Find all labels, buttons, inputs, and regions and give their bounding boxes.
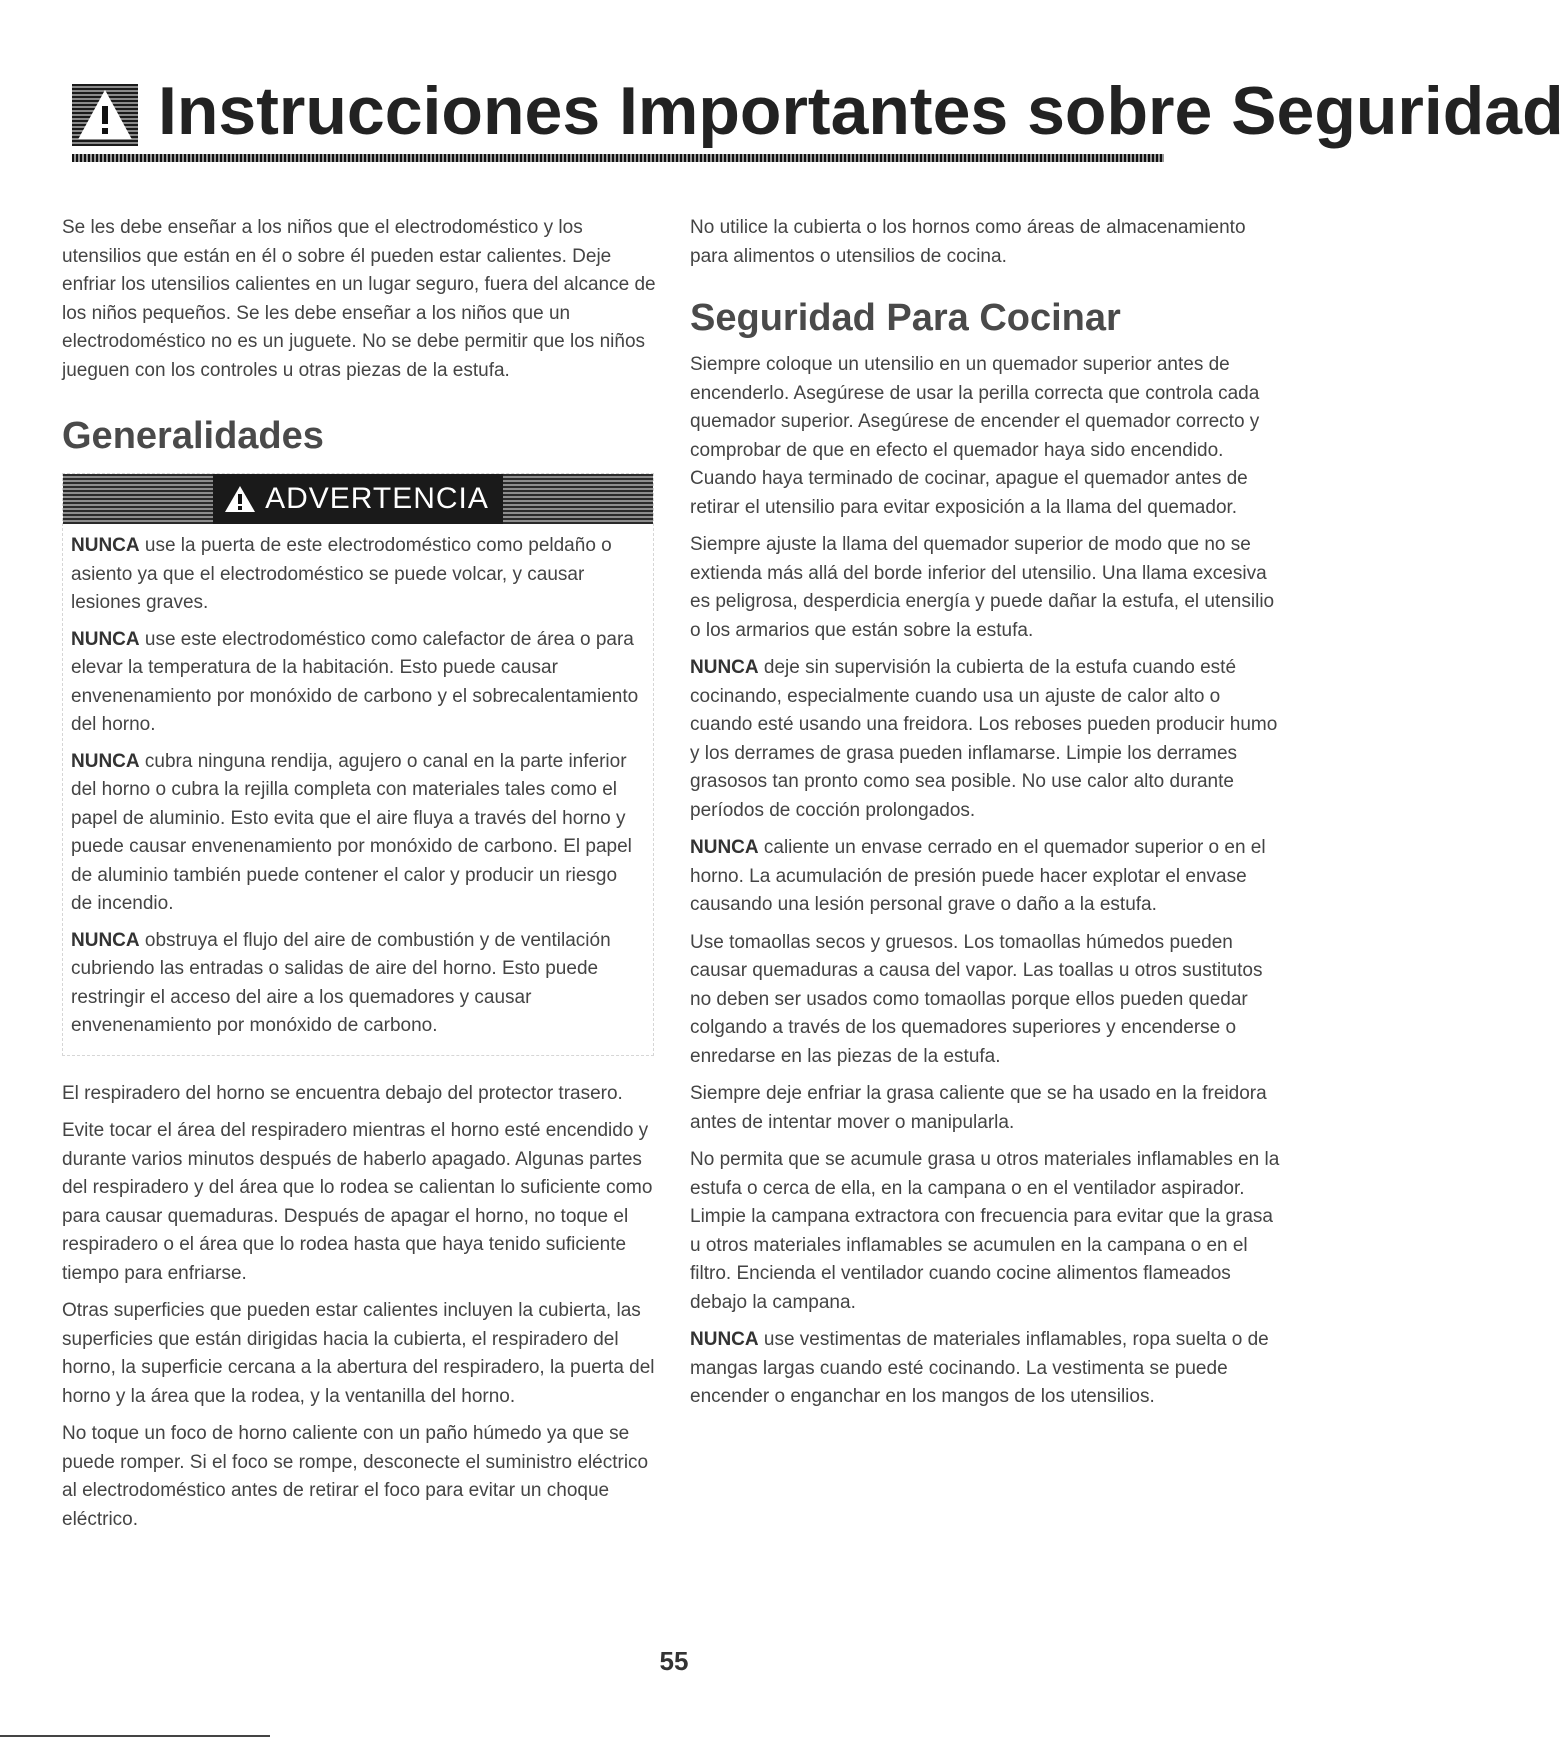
warning-text: cubra ninguna rendija, agujero o canal en la parte inferior del horno o cubra la rejilla completa con materiales tales como el papel de aluminio. Esto evita que el aire fluya a través del horno y puede causar envenenamiento por monóxido de carbono. El papel de aluminio también puede contener el calor y producir un riesgo de incendio. xyxy=(71,750,632,914)
body-paragraph xyxy=(690,351,1280,522)
paragraph-keyword: NUNCA xyxy=(690,1329,759,1350)
warning-text: use este electrodoméstico como calefactor de área o para elevar la temperatura de la habitación. Esto puede causar envenenamiento por monóxido de carbono y el sobrecalentamiento del horno. xyxy=(71,628,639,735)
warning-keyword: NUNCA xyxy=(71,929,140,951)
body-paragraph xyxy=(690,1080,1280,1137)
warning-item xyxy=(71,626,641,740)
warning-item xyxy=(71,532,641,618)
page-header xyxy=(62,62,1564,162)
section-heading-seguridad-cocinar: Seguridad Para Cocinar xyxy=(690,297,1121,339)
body-paragraph: Evite tocar el área del respiradero mientras el horno esté encendido y durante varios minutos después de haberlo apagado. Algunas partes del respiradero y del área que lo rodea se calientan lo suficiente como para causar quemaduras. Después de apagar el horno, no toque el respiradero o el área que lo rodea hasta que haya tenido suficiente tiempo para enfriarse. xyxy=(62,1120,653,1284)
warning-banner xyxy=(63,474,653,524)
paragraph-text: caliente un envase cerrado en el quemador superior o en el horno. La acumulación de presión puede hacer explotar el envase causando una lesión personal grave o daño a la estufa. xyxy=(690,837,1266,915)
warning-item xyxy=(71,748,641,919)
body-paragraph xyxy=(690,929,1280,1072)
body-paragraph: El respiradero del horno se encuentra debajo del protector trasero. xyxy=(62,1082,623,1104)
warning-text: obstruya el flujo del aire de combustión y de ventilación cubriendo las entradas o salidas de aire del horno. Esto puede restringir el acceso del aire a los quemadores y causar envenenamiento por monóxido de carbono. xyxy=(71,929,611,1036)
section-heading-generalidades: Generalidades xyxy=(62,415,324,457)
warning-keyword: NUNCA xyxy=(71,628,140,650)
right-column xyxy=(690,214,1280,1421)
title-rule xyxy=(72,154,1164,162)
paragraph-text: use vestimentas de materiales inflamables, ropa suelta o de mangas largas cuando esté cocinando. La vestimenta se puede encender o enganchar en los mangos de los utensilios. xyxy=(690,1329,1269,1407)
paragraph-text: Siempre coloque un utensilio en un quemador superior antes de encenderlo. Asegúrese de usar la perilla correcta que controla cada quemador superior. Asegúrese de encender el quemador correcto y comprobar de que en efecto el quemador haya sido encendido. Cuando haya terminado de cocinar, apague el quemador antes de retirar el utensilio para evitar exposición a la llama del quemador. xyxy=(690,354,1260,518)
page-title: Instrucciones Importantes sobre Seguridad xyxy=(158,73,1564,149)
paragraph-text: Siempre ajuste la llama del quemador superior de modo que no se extienda más allá del borde inferior del utensilio. Una llama excesiva es peligrosa, desperdicia energía y puede dañar la estufa, el utensilio o los armarios que están sobre la estufa. xyxy=(690,534,1275,641)
body-paragraph xyxy=(690,834,1280,920)
page-number: 55 xyxy=(659,1646,689,1676)
warning-keyword: NUNCA xyxy=(71,750,140,772)
warning-triangle-icon xyxy=(223,484,257,514)
warning-triangle-icon xyxy=(72,84,138,146)
intro-paragraph: No utilice la cubierta o los hornos como áreas de almacenamiento para alimentos o utensilios de cocina. xyxy=(690,217,1246,267)
bottom-rule xyxy=(0,1735,270,1737)
paragraph-text: Use tomaollas secos y gruesos. Los tomaollas húmedos pueden causar quemaduras a causa del vapor. Las toallas u otros sustitutos no deben ser usados como tomaollas porque ellos pueden quedar colgando a través de los quemadores superiores y encenderse o enredarse en las piezas de la estufa. xyxy=(690,931,1263,1067)
warning-keyword: NUNCA xyxy=(71,535,140,556)
warning-box xyxy=(62,473,654,1056)
body-paragraph: Otras superficies que pueden estar calientes incluyen la cubierta, las superficies que están dirigidas hacia la cubierta, el respiradero del horno, la superficie cercana a la abertura del respiradero, la puerta del horno y la área que la rodea, y la ventanilla del horno. xyxy=(62,1300,655,1407)
left-column xyxy=(62,214,662,1543)
paragraph-text: deje sin supervisión la cubierta de la estufa cuando esté cocinando, especialmente cuando usa un ajuste de calor alto o cuando esté usando una freidora. Los reboses pueden producir humo y los derrames de grasa pueden inflamarse. Limpie los derrames grasosos tan pronto como sea posible. No use calor alto durante períodos de cocción prolongados. xyxy=(690,657,1278,821)
paragraph-keyword: NUNCA xyxy=(690,837,759,858)
paragraph-text: Siempre deje enfriar la grasa caliente que se ha usado en la freidora antes de intentar mover o manipularla. xyxy=(690,1083,1267,1133)
body-paragraph: No toque un foco de horno caliente con un paño húmedo ya que se puede romper. Si el foco se rompe, desconecte el suministro eléctrico al electrodoméstico antes de retirar el foco para evitar un choque eléctrico. xyxy=(62,1423,649,1530)
paragraph-keyword: NUNCA xyxy=(690,657,759,678)
warning-text: use la puerta de este electrodoméstico como peldaño o asiento ya que el electrodoméstico se puede volcar, y causar lesiones graves. xyxy=(71,535,612,613)
warning-label: ADVERTENCIA xyxy=(265,481,489,515)
body-paragraph xyxy=(690,1146,1280,1317)
warning-item xyxy=(71,927,641,1041)
body-paragraph xyxy=(690,654,1280,825)
intro-paragraph: Se les debe enseñar a los niños que el electrodoméstico y los utensilios que están en él o sobre él pueden estar calientes. Deje enfriar los utensilios calientes en un lugar seguro, fuera del alcance de los niños pequeños. Se les debe enseñar a los niños que un electrodoméstico no es un juguete. No se debe permitir que los niños jueguen con los controles u otras piezas de la estufa. xyxy=(62,217,656,381)
body-paragraph xyxy=(690,531,1280,645)
body-paragraph xyxy=(690,1326,1280,1412)
paragraph-text: No permita que se acumule grasa u otros materiales inflamables en la estufa o cerca de ella, en la campana o en el ventilador aspirador. Limpie la campana extractora con frecuencia para evitar que la grasa u otros materiales inflamables se acumulen en la campana o en el filtro. Encienda el ventilador cuando cocine alimentos flameados debajo la campana. xyxy=(690,1149,1280,1313)
